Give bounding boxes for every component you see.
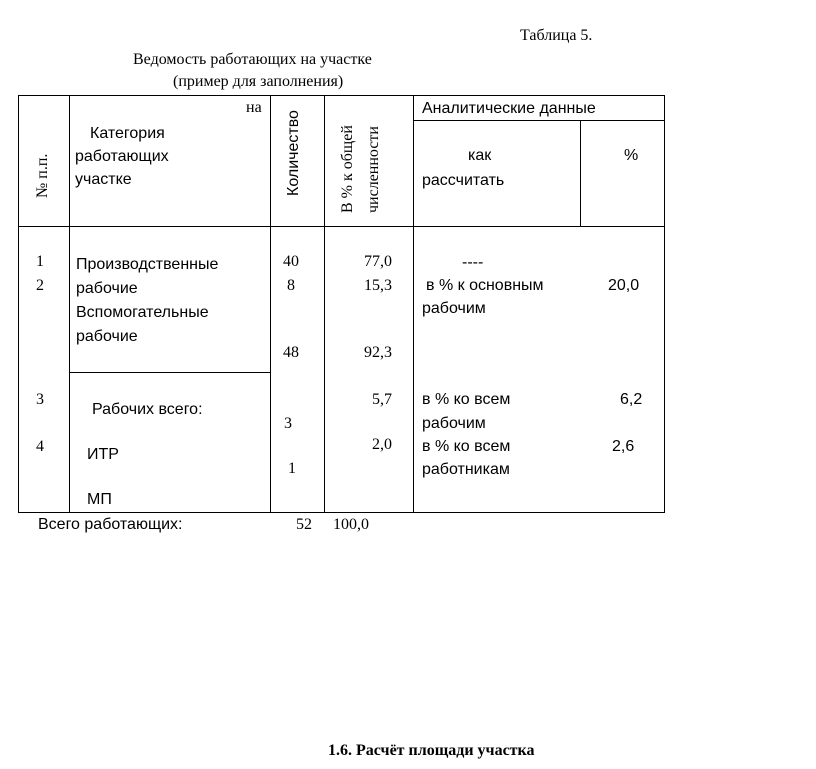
category-auxiliary-line1: Вспомогательные <box>76 304 209 321</box>
category-header-na: на <box>246 99 262 116</box>
analytics-how-auxiliary-line1: в % к основным <box>426 277 544 294</box>
total-label: Всего работающих: <box>38 516 183 533</box>
category-itr: ИТР <box>87 446 119 463</box>
row-number-3: 3 <box>36 391 44 408</box>
category-header-line1: Категория <box>90 125 165 142</box>
section-heading: 1.6. Расчёт площади участка <box>328 742 535 759</box>
analytics-value-mp: 2,6 <box>612 438 635 455</box>
column-header-percent-line1: В % к общей <box>339 125 356 213</box>
column-header-number: № п.п. <box>34 153 51 198</box>
analytics-header: Аналитические данные <box>422 100 596 117</box>
percent-auxiliary: 15,3 <box>364 277 392 294</box>
total-count: 52 <box>296 516 312 533</box>
percent-mp: 2,0 <box>372 436 392 453</box>
table-subtitle: (пример для заполнения) <box>173 73 344 90</box>
count-auxiliary: 8 <box>287 277 295 294</box>
analytics-how-line1: как <box>468 147 492 164</box>
count-production: 40 <box>283 253 299 270</box>
analytics-value-itr: 6,2 <box>620 391 643 408</box>
table-number: Таблица 5. <box>520 27 593 44</box>
category-auxiliary-line2: рабочие <box>76 328 138 345</box>
analytics-how-mp-line2: работникам <box>422 461 510 478</box>
table-title: Ведомость работающих на участке <box>133 51 372 68</box>
count-workers-total: 48 <box>283 344 299 361</box>
analytics-how-auxiliary-line2: рабочим <box>422 300 486 317</box>
category-header-line2: работающих <box>75 148 169 165</box>
percent-itr: 5,7 <box>372 391 392 408</box>
row-number-4: 4 <box>36 438 44 455</box>
column-header-percent-line2: численности <box>365 126 382 213</box>
total-percent: 100,0 <box>333 516 369 533</box>
analytics-how-mp-line1: в % ко всем <box>422 438 511 455</box>
percent-production: 77,0 <box>364 253 392 270</box>
analytics-how-line2: рассчитать <box>422 172 505 189</box>
category-workers-total: Рабочих всего: <box>92 401 203 418</box>
column-header-count: Количество <box>285 110 302 196</box>
category-production-line2: рабочие <box>76 280 138 297</box>
percent-workers-total: 92,3 <box>364 344 392 361</box>
category-production-line1: Производственные <box>76 256 219 273</box>
analytics-how-itr-line1: в % ко всем <box>422 391 511 408</box>
category-header-line3: участке <box>75 171 132 188</box>
analytics-value-auxiliary: 20,0 <box>608 277 640 294</box>
analytics-percent-header: % <box>624 147 639 164</box>
count-itr: 3 <box>284 415 292 432</box>
analytics-how-production: ---- <box>462 254 484 271</box>
row-number-1: 1 <box>36 253 44 270</box>
category-mp: МП <box>87 491 112 508</box>
count-mp: 1 <box>288 460 296 477</box>
row-number-2: 2 <box>36 277 44 294</box>
analytics-how-itr-line2: рабочим <box>422 415 486 432</box>
